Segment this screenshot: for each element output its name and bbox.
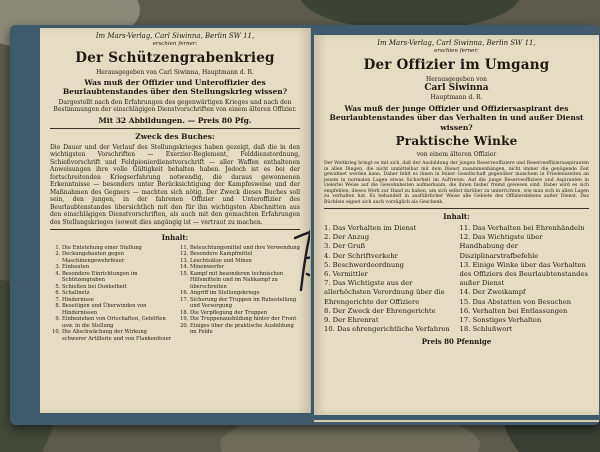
contents-item: 19. Die Truppenausbildung hinter der Front (190, 316, 300, 323)
contents-item: 2. Deckungsbauten gegen Maschinengewehrfeuer (62, 251, 172, 264)
contents-item: 5. Beschwerdeordnung (324, 260, 404, 269)
contents-item: 7. Hindernisse (62, 297, 172, 304)
contents-item: 15. Das Abstatten von Besuchen (459, 297, 572, 306)
contents-item: 15. Kampf mit besonderen technischen Hilfsmitteln und im Nahkampf zu überschreiten (190, 271, 300, 291)
contents-item: 8. Der Zweck der Ehrengerichte (324, 306, 436, 315)
right-price: Preis 80 Pfennige (421, 337, 492, 347)
contents-item: 8. Beseitigen und Überwinden von Hindernissen (62, 303, 172, 316)
contents-item: 10. Das ehrengerichtliche Verfahren (324, 325, 450, 334)
left-contents (50, 245, 300, 343)
contents-item: 11. Beleuchtungsmittel und ihre Verwendung (190, 245, 300, 252)
right-subtitle-sub: von einem älteren Offizier (416, 150, 497, 158)
right-subtitle: Praktische Winke (395, 133, 518, 148)
contents-item: 4. Besondere Einrichtungen im Schützengraben (62, 271, 172, 284)
left-editor: Herausgegeben von Carl Siwinna, Hauptmann d. R. (96, 68, 254, 76)
left-contents-heading: Inhalt: (161, 233, 189, 242)
left-question: Was muß der Offizier und Unteroffizier des Beurlaubtenstandes über den Stellungskrieg wissen? (62, 78, 288, 97)
right-contents (324, 224, 589, 334)
contents-item: 16. Angriff im Stellungskriege (190, 290, 300, 297)
contents-item: 11. Das Verhalten bei Ehrenhändeln (459, 224, 585, 233)
contents-item: 18. Schlußwort (459, 325, 513, 334)
contents-item: 2. Der Anzug (324, 233, 370, 242)
right-editor-prefix: Herausgegeben von (426, 75, 487, 83)
contents-item: 12. Das Wichtigste über Handhabung der Disziplinarstrafbefehle (459, 233, 543, 260)
right-body: Der Weltkrieg bringt es mit sich, daß der Ausbildung der jungen Reserveoffiziere und Reserveoffiziersaspiranten in allen Dingen, die nicht unmittelbar mit dem Dienst zusammenhängen, nicht immer die genügende Zeit gewidmet werden kann. Daher fehlt es ihnen in feiner Gesellschaft gegenüber manchem in Friedenszeiten an jenem in normalen Lagen etwas Sicherheit im Auftreten. Auf die junge Reserveoffiziere und Aspiranten in vielerlei Weise auf die Gewohnheiten aufmerksam, die ihnen bisher fremd gewesen sind. Dabei wird es sich empfehlen, dieses Werk zur Hand zu haben, um sich selbst darüber zu unterrichten, wie man sich in allen Lagen zu verhalten hat. Es behandelt in ausführlicher Weise alle Gebiete des Offizierslebens außer Dienst. Das Büchlein eignet sich auch vorzüglich als Geschenk. (324, 161, 589, 205)
contents-item: 4. Der Schriftverkehr (324, 251, 398, 260)
contents-item: 6. Schallnetz (62, 290, 172, 297)
contents-item: 13. Einige Winke über das Verhalten des Offiziers des Beurlaubtenstandes außer Dienst (459, 260, 589, 288)
contents-item: 5. Schießen bei Dunkelheit (62, 284, 172, 291)
left-publisher: Im Mars-Verlag, Carl Siwinna, Berlin SW 11, (95, 32, 255, 40)
contents-item: 12. Besondere Kampfmittel (190, 251, 300, 258)
contents-item: 9. Der Ehrenrat (324, 315, 379, 324)
left-contents-col-2 (178, 245, 300, 343)
left-title: Der Schützengrabenkrieg (75, 49, 275, 66)
contents-item: 3. Einbauten (62, 264, 172, 271)
left-subtitle: Dargestellt nach den Erfahrungen des gegenwärtigen Krieges und nach den Bestimmungen der einschlägigen Dienstvorschriften von einem älteren Offizier. (53, 98, 297, 114)
contents-item: 3. Der Gruß (324, 242, 366, 251)
handwritten-signature (287, 198, 311, 298)
contents-item: 18. Die Verpflegung der Truppen (190, 310, 300, 317)
right-editor-rank: Hauptmann d. R. (430, 94, 483, 102)
contents-item: 10. Die Abschwächung der Wirkung schwerer Artillerie und von Flankenfeuer (62, 329, 172, 342)
right-editor-name: Carl Siwinna (424, 83, 489, 93)
left-contents-col-1 (50, 245, 172, 343)
contents-item: 14. Minenwerfer (190, 264, 300, 271)
contents-item: 1. Die Entstehung einer Stellung (62, 245, 172, 252)
contents-item: 17. Sicherung der Truppen im Ruhestellung und Versorgung (190, 297, 300, 310)
left-page (40, 28, 311, 413)
contents-item: 16. Verhalten bei Entlassungen (459, 306, 568, 315)
right-contents-col-2 (460, 224, 590, 334)
right-contents-col-1 (324, 224, 454, 334)
left-publisher-sub: erschien ferner: (152, 40, 198, 47)
left-purpose-text: Die Dauer und der Verlauf des Stellungskrieges haben gezeigt, daß die in den wichtigsten Vorschriften — Exerzier-Reglement, Felddienstordnung, Schießvorschrift und Feldpionierdienstvorschrift — aller Waffen enthaltenen Anweisungen ihre volle Gültigkeit behalten haben. Jedoch ist es bei der fortschreitenden Kriegserfahrung notwendig, die daraus gewonnenen Erkenntnisse — besonders unter Berücksichtigung der Kampfesweise und der Maßnahmen des Gegners — machten sich nötig. Der Zweck dieses Buches soll sein, den jungen, in der fahrenen Offizier und Unteroffizier des Beurlaubtenstandes übersichtlich mit den für ihn wichtigsten Abschnitten aus den einschlägigen Dienstvorschriften, als auch mit den gemachten Erfahrungen des Stellungskrieges (soweit dies angängig ist — vertraut zu machen. (50, 143, 300, 226)
open-book (10, 25, 600, 425)
right-page (314, 35, 599, 415)
contents-item: 17. Sonstiges Verhalten (459, 315, 542, 324)
right-publisher-sub: erschien ferner: (434, 47, 479, 54)
right-question: Was muß der junge Offizier und Offiziersaspirant des Beurlaubtenstandes über das Verhalten in und außer Dienst wissen? (329, 103, 584, 132)
contents-item: 1. Das Verhalten im Dienst (324, 224, 417, 233)
right-publisher: Im Mars-Verlag, Carl Siwinna, Berlin SW 11, (377, 39, 536, 47)
contents-item: 20. Einiges über die praktische Ausbildung im Felde (190, 323, 300, 336)
contents-item: 13. Leuchtsätze und Minen (190, 258, 300, 265)
right-contents-heading: Inhalt: (443, 212, 470, 222)
right-title: Der Offizier im Umgang (363, 56, 550, 73)
contents-item: 9. Einbeziehen von Ortschaften, Gehöften usw. in die Stellung (62, 316, 172, 329)
left-purpose-heading: Zweck des Buches: (135, 132, 215, 142)
left-price: Mit 32 Abbildungen. — Preis 80 Pfg. (98, 115, 252, 125)
contents-item: 7. Das Wichtigste aus der allerhöchsten Verordnung über die Ehrengerichte der Offiziere (324, 279, 445, 306)
contents-item: 6. Vermittler (324, 269, 368, 278)
contents-item: 14. Der Zweikampf (459, 288, 526, 297)
